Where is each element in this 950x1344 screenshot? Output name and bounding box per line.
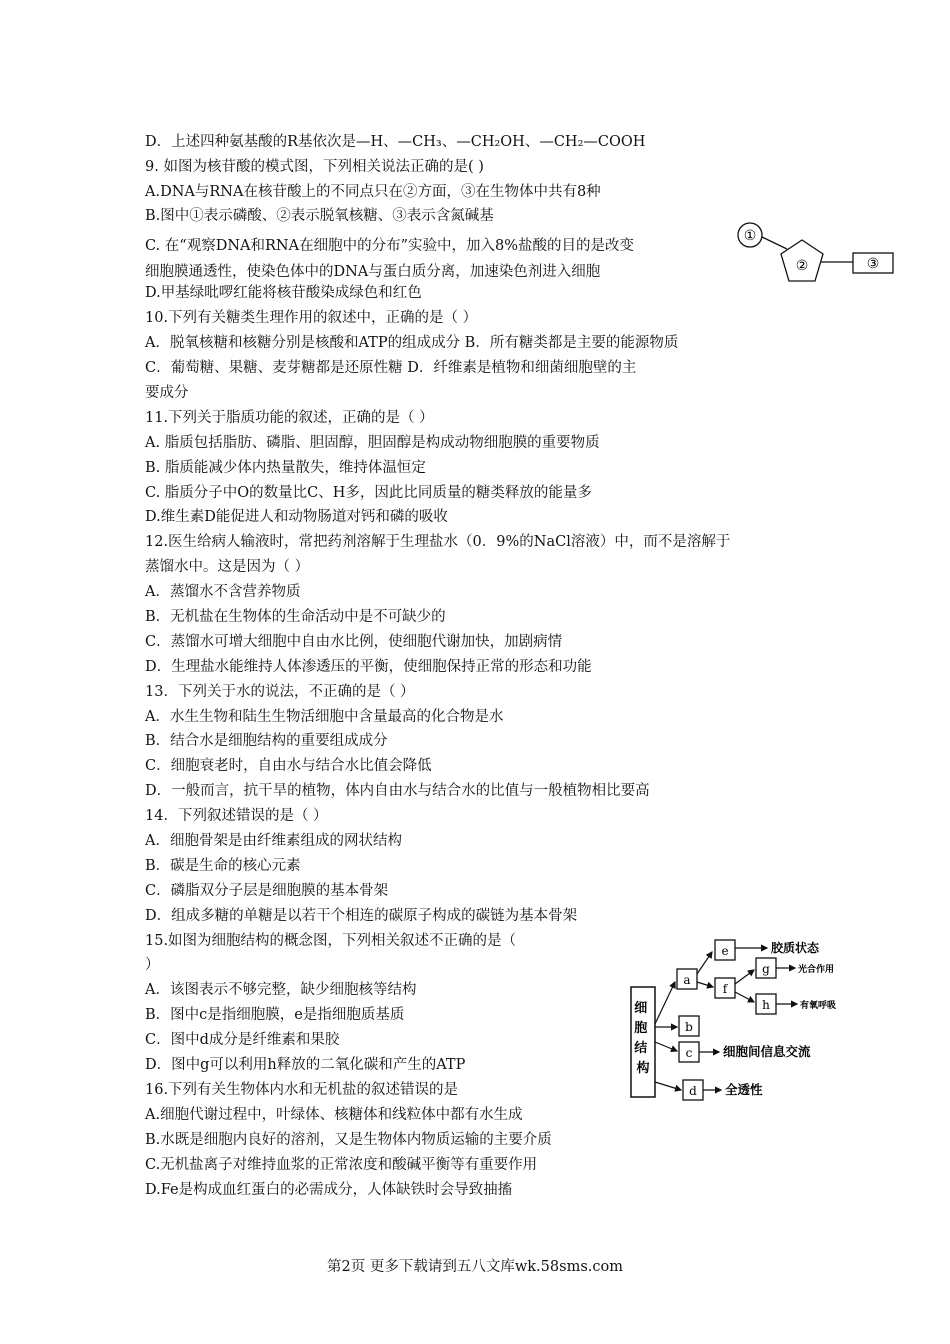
text-line: B．结合水是细胞结构的重要组成成分 [145, 733, 388, 749]
phosphate-label: ① [743, 228, 757, 244]
node-d-label: d [689, 1084, 697, 1098]
text-line: A．细胞骨架是由纤维素组成的网状结构 [145, 833, 402, 849]
text-line: 蒸馏水中。这是因为（ ） [145, 559, 310, 575]
text-line: A.DNA与RNA在核苷酸上的不同点只在②方面，③在生物体中共有8种 [145, 184, 601, 200]
text-line: A．蒸馏水不含营养物质 [145, 584, 301, 600]
text-line: D．组成多糖的单糖是以若干个相连的碳原子构成的碳链为基本骨架 [145, 908, 578, 924]
node-c-text: 细胞间信息交流 [723, 1044, 811, 1059]
text-line: B．碳是生命的核心元素 [145, 858, 301, 874]
text-line: 10.下列有关糖类生理作用的叙述中，正确的是（ ） [145, 310, 478, 326]
arrow-to-a [655, 982, 675, 1024]
text-line: 细胞膜通透性，使染色体中的DNA与蛋白质分离，加速染色剂进入细胞 [145, 264, 601, 280]
node-h-label: h [762, 998, 770, 1012]
text-line: 12.医生给病人输液时，常把药剂溶解于生理盐水（0．9%的NaCl溶液）中，而不是溶解于 [145, 534, 731, 550]
page-footer: 第2页 更多下载请到五八文库wk.58sms.com [327, 1259, 623, 1275]
root-char: 胞 [634, 1021, 648, 1036]
text-line: C．磷脂双分子层是细胞膜的基本骨架 [145, 883, 389, 899]
node-f-label: f [722, 982, 728, 996]
arrow-to-c [655, 1042, 677, 1051]
text-line: D．图中g可以利用h释放的二氧化碳和产生的ATP [145, 1057, 466, 1073]
text-line: D.甲基绿吡啰红能将核苷酸染成绿色和红色 [145, 285, 422, 301]
text-line: 11.下列关于脂质功能的叙述，正确的是（ ） [145, 410, 434, 426]
text-line: 15.如图为细胞结构的概念图，下列相关叙述不正确的是（ [145, 933, 517, 949]
text-line: 13．下列关于水的说法，不正确的是（ ） [145, 684, 415, 700]
base-label: ③ [866, 256, 880, 272]
root-char: 结 [634, 1041, 648, 1056]
sugar-label: ② [795, 258, 809, 274]
text-line: C．蒸馏水可增大细胞中自由水比例，使细胞代谢加快，加剧病情 [145, 634, 563, 650]
node-g-label: g [762, 962, 770, 976]
text-line: B. 脂质能减少体内热量散失，维持体温恒定 [145, 460, 426, 476]
node-e-text: 胶质状态 [771, 941, 820, 955]
text-line: C．图中d成分是纤维素和果胶 [145, 1032, 340, 1048]
bond-line [762, 237, 787, 249]
text-line: D．生理盐水能维持人体渗透压的平衡，使细胞保持正常的形态和功能 [145, 659, 592, 675]
text-line: 要成分 [145, 385, 189, 401]
text-line: C. 在“观察DNA和RNA在细胞中的分布”实验中，加入8%盐酸的目的是改变 [145, 238, 634, 254]
text-line: C.无机盐离子对维持血浆的正常浓度和酸碱平衡等有重要作用 [145, 1157, 538, 1173]
text-line: D.维生素D能促进人和动物肠道对钙和磷的吸收 [145, 509, 448, 525]
text-line: B．图中c是指细胞膜，e是指细胞质基质 [145, 1007, 405, 1023]
text-line: C．细胞衰老时，自由水与结合水比值会降低 [145, 758, 432, 774]
text-line: ） [145, 957, 160, 973]
node-e-label: e [721, 944, 729, 958]
arrow-to-h [735, 992, 754, 1002]
text-line: D．上述四种氨基酸的R基依次是—H、—CH₃、—CH₂OH、—CH₂—COOH [145, 134, 646, 150]
node-b-label: b [685, 1020, 693, 1034]
node-g-text: 光合作用 [798, 965, 835, 975]
text-line: A．该图表示不够完整，缺少细胞核等结构 [145, 982, 417, 998]
text-line: A.细胞代谢过程中，叶绿体、核糖体和线粒体中都有水生成 [145, 1107, 523, 1123]
text-line: B.水既是细胞内良好的溶剂，又是生物体内物质运输的主要介质 [145, 1132, 552, 1148]
node-d-text: 全透性 [725, 1082, 763, 1097]
text-line: D.Fe是构成血红蛋白的必需成分，人体缺铁时会导致抽搐 [145, 1182, 513, 1198]
cell-structure-diagram [627, 932, 857, 1110]
node-h-text: 有氧呼吸 [800, 1001, 837, 1011]
text-line: B.图中①表示磷酸、②表示脱氧核糖、③表示含氮碱基 [145, 208, 494, 224]
root-char: 构 [636, 1061, 650, 1076]
root-label [634, 1001, 652, 1076]
text-line: 16.下列有关生物体内水和无机盐的叙述错误的是 [145, 1082, 459, 1098]
text-line: A. 脂质包括脂肪、磷脂、胆固醇，胆固醇是构成动物细胞膜的重要物质 [145, 435, 600, 451]
text-line: 9. 如图为核苷酸的模式图，下列相关说法正确的是( ) [145, 159, 484, 175]
arrow-to-f [697, 982, 713, 987]
node-a-label: a [683, 973, 691, 987]
text-line: A．脱氧核糖和核糖分别是核酸和ATP的组成成分 B．所有糖类都是主要的能源物质 [145, 335, 679, 351]
arrow-to-d [655, 1082, 681, 1090]
node-c-label: c [685, 1046, 693, 1060]
nucleotide-diagram [735, 218, 900, 296]
text-line: C. 脂质分子中O的数量比C、H多，因此比同质量的糖类释放的能量多 [145, 485, 592, 501]
arrow-to-g [735, 970, 754, 984]
text-line: B．无机盐在生物体的生命活动中是不可缺少的 [145, 609, 446, 625]
text-line: 14．下列叙述错误的是（ ） [145, 808, 328, 824]
root-char: 细 [634, 1001, 648, 1016]
arrow-to-e [697, 952, 712, 974]
text-line: C．葡萄糖、果糖、麦芽糖都是还原性糖 D．纤维素是植物和细菌细胞壁的主 [145, 360, 637, 376]
text-line: D．一般而言，抗干旱的植物，体内自由水与结合水的比值与一般植物相比要高 [145, 783, 650, 799]
text-line: A．水生生物和陆生生物活细胞中含量最高的化合物是水 [145, 709, 504, 725]
